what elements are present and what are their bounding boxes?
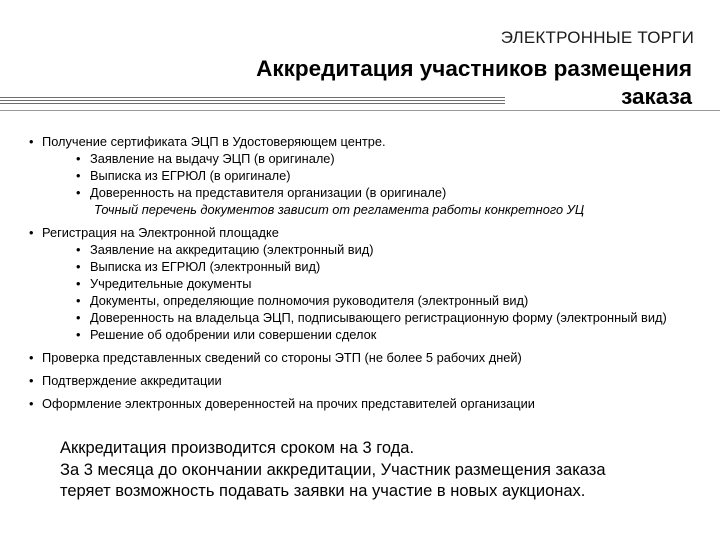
requirements-list xyxy=(29,133,689,412)
list-item-text: Подтверждение аккредитации xyxy=(42,373,222,388)
accreditation-note-line-2: За 3 месяца до окончании аккредитации, Участник размещения заказа xyxy=(60,460,606,479)
bullet: • xyxy=(76,259,81,274)
bullet: • xyxy=(29,350,34,365)
bullet: • xyxy=(76,185,81,200)
list-item-proxies xyxy=(29,395,689,412)
sub-item xyxy=(42,184,689,201)
sub-item-text: Решение об одобрении или совершении сделок xyxy=(90,327,377,342)
title-rule-3 xyxy=(0,103,505,104)
italic-note: Точный перечень документов зависит от регламента работы конкретного УЦ xyxy=(94,202,585,217)
list-item-certificate xyxy=(29,133,689,218)
bullet: • xyxy=(29,134,34,149)
sub-item xyxy=(42,326,689,343)
sub-item-text: Доверенность на владельца ЭЦП, подписывающего регистрационную форму (электронный вид) xyxy=(90,310,667,325)
bullet: • xyxy=(29,373,34,388)
title-rule-2 xyxy=(0,100,505,101)
sub-item-text: Учредительные документы xyxy=(90,276,252,291)
sub-item-text: Заявление на выдачу ЭЦП (в оригинале) xyxy=(90,151,335,166)
list-item-registration xyxy=(29,224,689,343)
title-rule-1 xyxy=(0,97,505,98)
bullet: • xyxy=(76,293,81,308)
list-item-text: Проверка представленных сведений со стороны ЭТП (не более 5 рабочих дней) xyxy=(42,350,522,365)
sub-item xyxy=(42,167,689,184)
header-divider xyxy=(0,110,720,111)
list-item-text: Оформление электронных доверенностей на прочих представителей организации xyxy=(42,396,535,411)
list-item-text: Получение сертификата ЭЦП в Удостоверяющем центре. xyxy=(42,134,386,149)
sub-item xyxy=(42,275,689,292)
accreditation-note-line-1: Аккредитация производится сроком на 3 года. xyxy=(60,439,415,457)
bullet: • xyxy=(76,310,81,325)
bullet: • xyxy=(29,396,34,411)
accreditation-note xyxy=(60,438,700,503)
sub-item xyxy=(42,150,689,167)
sub-item xyxy=(42,258,689,275)
accreditation-note-line-3: теряет возможность подавать заявки на участие в новых аукционах. xyxy=(60,482,586,500)
sub-item xyxy=(42,309,689,326)
sub-item-text: Доверенность на представителя организации (в оригинале) xyxy=(90,185,447,200)
sub-item-text: Заявление на аккредитацию (электронный вид) xyxy=(90,242,374,257)
slide-title-line-2: заказа xyxy=(621,84,692,109)
list-item-verification xyxy=(29,349,689,366)
section-label: ЭЛЕКТРОННЫЕ ТОРГИ xyxy=(500,28,694,47)
sub-item-text: Выписка из ЕГРЮЛ (электронный вид) xyxy=(90,259,321,274)
bullet: • xyxy=(29,225,34,240)
slide-title-line-1: Аккредитация участников размещения xyxy=(256,56,692,81)
sub-item xyxy=(42,241,689,258)
sub-item xyxy=(42,292,689,309)
sub-item-text: Документы, определяющие полномочия руководителя (электронный вид) xyxy=(90,293,529,308)
list-item-text: Регистрация на Электронной площадке xyxy=(42,225,279,240)
bullet: • xyxy=(76,151,81,166)
list-item-confirmation xyxy=(29,372,689,389)
bullet: • xyxy=(76,327,81,342)
sub-item-text: Выписка из ЕГРЮЛ (в оригинале) xyxy=(90,168,291,183)
bullet: • xyxy=(76,168,81,183)
bullet: • xyxy=(76,276,81,291)
bullet: • xyxy=(76,242,81,257)
